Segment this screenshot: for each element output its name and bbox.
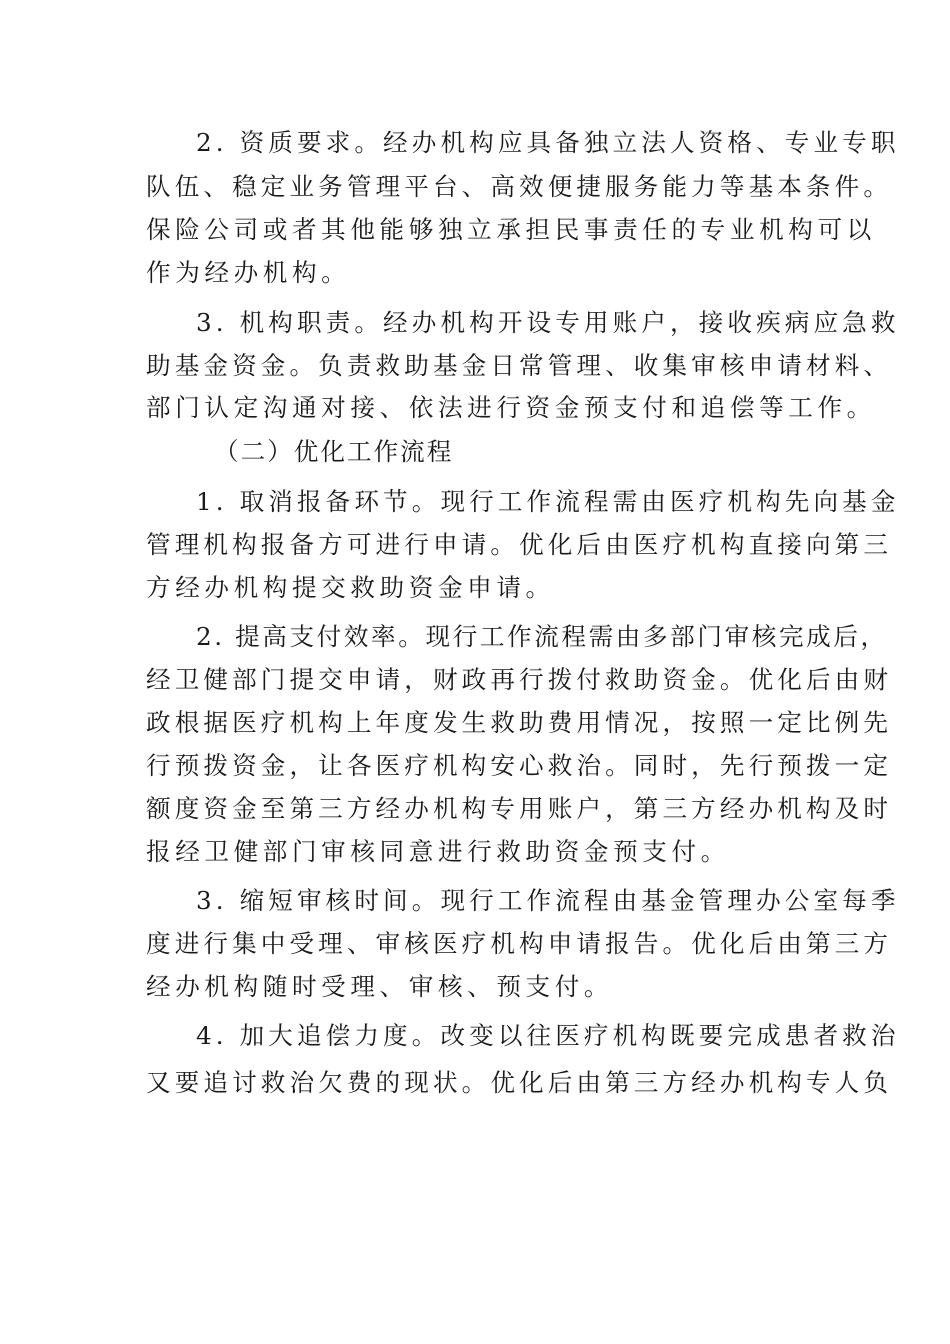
paragraph-qualification-line-1: 2. 资质要求。经办机构应具备独立法人资格、专业专职 [196, 128, 900, 157]
paragraph-cancel-filing-line-2: 管理机构报备方可进行申请。优化后由医疗机构直接向第三 [146, 530, 893, 559]
paragraph-qualification-line-3: 保险公司或者其他能够独立承担民事责任的专业机构可以 [146, 215, 876, 244]
paragraph-qualification-line-4: 作为经办机构。 [146, 258, 351, 287]
paragraph-recovery-line-2: 又要追讨救治欠费的现状。优化后由第三方经办机构专人负 [146, 1068, 893, 1097]
paragraph-cancel-filing-line-1: 1. 取消报备环节。现行工作流程需由医疗机构先向基金 [196, 487, 900, 516]
paragraph-review-time-line-3: 经办机构随时受理、审核、预支付。 [146, 972, 614, 1001]
paragraph-recovery-line-1: 4. 加大追偿力度。改变以往医疗机构既要完成患者救治 [196, 1021, 900, 1050]
paragraph-duties-line-1: 3. 机构职责。经办机构开设专用账户，接收疾病应急救 [196, 308, 900, 337]
paragraph-payment-efficiency-line-5: 额度资金至第三方经办机构专用账户，第三方经办机构及时 [146, 794, 893, 823]
paragraph-payment-efficiency-line-4: 行预拨资金，让各医疗机构安心救治。同时，先行预拨一定 [146, 751, 893, 780]
paragraph-duties-line-3: 部门认定沟通对接、依法进行资金预支付和追偿等工作。 [146, 393, 876, 422]
paragraph-review-time-line-2: 度进行集中受理、审核医疗机构申请报告。优化后由第三方 [146, 929, 893, 958]
paragraph-payment-efficiency-line-1: 2. 提高支付效率。现行工作流程需由多部门审核完成后， [196, 622, 888, 651]
paragraph-review-time-line-1: 3. 缩短审核时间。现行工作流程由基金管理办公室每季 [196, 886, 900, 915]
paragraph-duties-line-2: 助基金资金。负责救助基金日常管理、收集审核申请材料、 [146, 351, 893, 380]
section-heading-optimize-workflow: （二）优化工作流程 [214, 437, 454, 466]
paragraph-payment-efficiency-line-6: 报经卫健部门审核同意进行救助资金预支付。 [146, 837, 730, 866]
paragraph-payment-efficiency-line-3: 政根据医疗机构上年度发生救助费用情况，按照一定比例先 [146, 708, 893, 737]
paragraph-cancel-filing-line-3: 方经办机构提交救助资金申请。 [146, 573, 555, 602]
paragraph-payment-efficiency-line-2: 经卫健部门提交申请，财政再行拨付救助资金。优化后由财 [146, 665, 893, 694]
paragraph-qualification-line-2: 队伍、稳定业务管理平台、高效便捷服务能力等基本条件。 [146, 172, 893, 201]
